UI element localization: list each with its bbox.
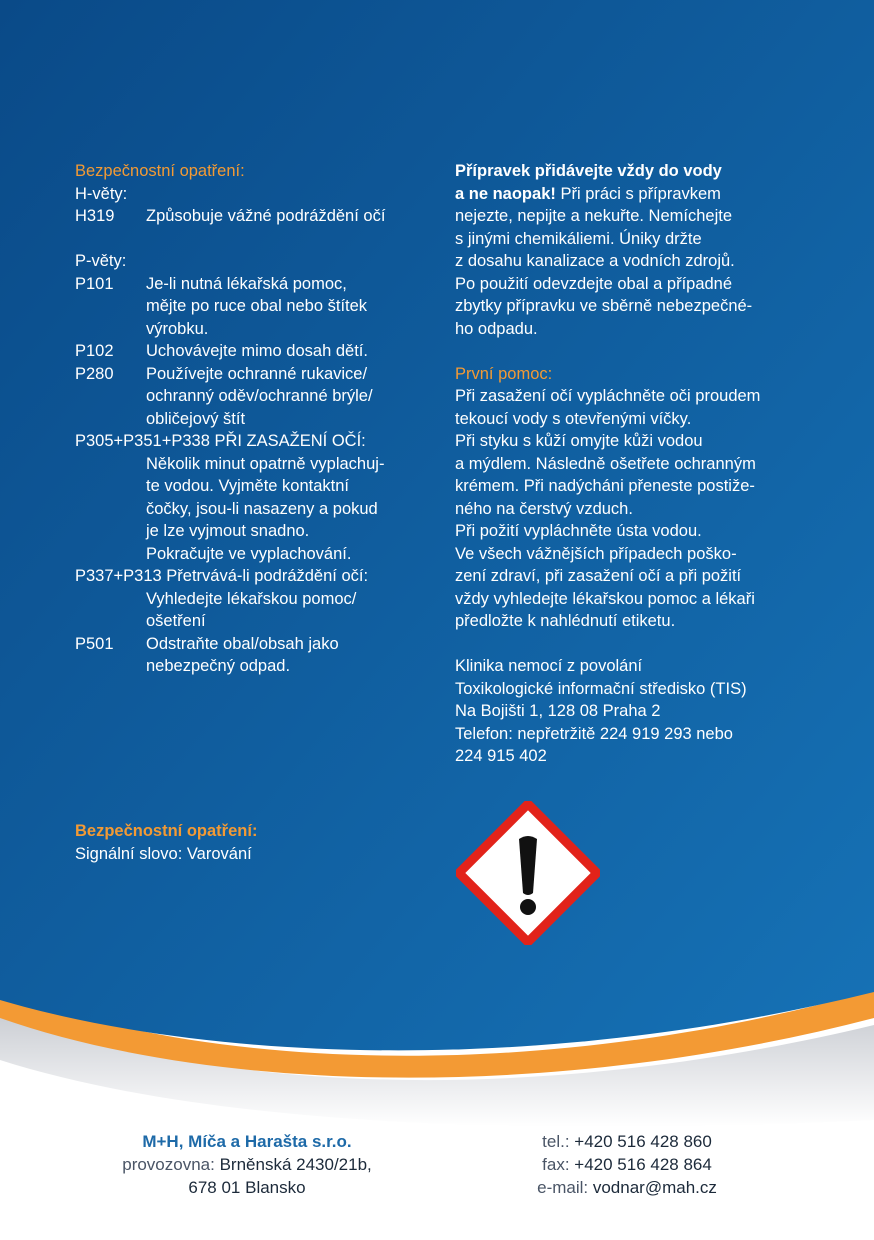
statement-line: Vyhledejte lékařskou pomoc/ bbox=[146, 589, 357, 608]
p-statements-label: P-věty: bbox=[75, 252, 127, 270]
fax-label: fax: bbox=[542, 1155, 570, 1174]
contact-tel bbox=[480, 1130, 774, 1153]
statement-line: Několik minut opatrně vyplachuj- bbox=[146, 454, 385, 473]
statement-code: P280 bbox=[75, 364, 114, 383]
first-aid-line: a mýdlem. Následně ošetřete ochranným bbox=[455, 454, 756, 473]
company-name: M+H, Míča a Harašta s.r.o. bbox=[142, 1132, 352, 1151]
statement-line: čočky, jsou-li nasazeny a pokud bbox=[146, 499, 378, 518]
p337-heading: P337+P313 Přetrvává-li podráždění očí: bbox=[75, 567, 369, 585]
email-label: e-mail: bbox=[537, 1178, 589, 1197]
company-address bbox=[100, 1153, 394, 1176]
company-info bbox=[100, 1130, 394, 1199]
first-aid-line: tekoucí vody s otevřenými víčky. bbox=[455, 409, 692, 428]
intro-text-line: Po použití odevzdejte obal a případné bbox=[455, 274, 733, 293]
first-aid-line: Při styku s kůží omyjte kůži vodou bbox=[455, 432, 703, 450]
intro-text-line: s jinými chemikáliemi. Úniky držte bbox=[455, 229, 702, 248]
clinic-line: Toxikologické informační středisko (TIS) bbox=[455, 679, 747, 698]
first-aid-line: Při zasažení očí vypláchněte oči proudem bbox=[455, 387, 761, 405]
p-statement-row bbox=[75, 363, 435, 431]
contact-email bbox=[480, 1176, 774, 1199]
statement-line: Používejte ochranné rukavice/ bbox=[146, 364, 368, 383]
email-value: vodnar@mah.cz bbox=[588, 1178, 717, 1197]
contact-fax bbox=[480, 1153, 774, 1176]
statement-code: H319 bbox=[75, 207, 115, 225]
statement-line: Je-li nutná lékařská pomoc, bbox=[146, 274, 347, 293]
address-label: provozovna: bbox=[122, 1155, 215, 1174]
ghs-exclamation-mark-icon bbox=[456, 801, 600, 945]
p305-heading: P305+P351+P338 PŘI ZASAŽENÍ OČÍ: bbox=[75, 432, 366, 450]
hazard-statements-column bbox=[75, 160, 435, 678]
first-aid-heading: První pomoc: bbox=[455, 364, 553, 383]
p337-text bbox=[75, 588, 435, 633]
first-aid-line: Při požití vypláchněte ústa vodou. bbox=[455, 522, 702, 540]
signal-heading: Bezpečnostní opatření: bbox=[75, 822, 258, 840]
first-aid-line: ného na čerstvý vzduch. bbox=[455, 499, 633, 518]
p305-text bbox=[75, 453, 435, 566]
intro-text-line: nejezte, nepijte a nekuřte. Nemíchejte bbox=[455, 207, 732, 225]
p-statement-row bbox=[75, 633, 435, 678]
address-value: Brněnská 2430/21b, bbox=[214, 1155, 372, 1174]
statement-line: výrobku. bbox=[146, 319, 209, 338]
statement-code: P101 bbox=[75, 274, 114, 293]
signal-word: Signální slovo: Varování bbox=[75, 844, 252, 863]
intro-text-line: ho odpadu. bbox=[455, 319, 538, 338]
first-aid-line: vždy vyhledejte lékařskou pomoc a lékaři bbox=[455, 589, 755, 608]
first-aid-line: předložte k nahlédnutí etiketu. bbox=[455, 612, 676, 630]
first-aid-line: zení zdraví, při zasažení očí a při požití bbox=[455, 567, 742, 585]
clinic-line: Klinika nemocí z povolání bbox=[455, 657, 643, 675]
statement-line: je lze vyjmout snadno. bbox=[146, 522, 310, 540]
statement-code: P501 bbox=[75, 634, 114, 653]
tel-value: +420 516 428 860 bbox=[569, 1132, 712, 1151]
intro-text-line: zbytky přípravku ve sběrně nebezpečné- bbox=[455, 297, 753, 315]
statement-line: Uchovávejte mimo dosah dětí. bbox=[146, 342, 368, 360]
first-aid-line: Ve všech vážnějších případech poško- bbox=[455, 544, 737, 563]
intro-line bbox=[455, 183, 815, 206]
company-city: 678 01 Blansko bbox=[188, 1178, 306, 1197]
first-aid-line: krémem. Při nadýcháni přeneste postiže- bbox=[455, 477, 755, 495]
clinic-phone-line: Telefon: nepřetržitě 224 919 293 nebo bbox=[455, 724, 733, 743]
precautions-heading: Bezpečnostní opatření: bbox=[75, 162, 245, 180]
intro-bold-warning: a ne naopak! bbox=[455, 184, 556, 203]
statement-line: mějte po ruce obal nebo štítek bbox=[146, 297, 368, 315]
h-statement-row bbox=[75, 205, 435, 228]
statement-line: ošetření bbox=[146, 612, 206, 630]
contact-info bbox=[480, 1130, 774, 1199]
statement-line: Odstraňte obal/obsah jako bbox=[146, 634, 339, 653]
signal-word-block bbox=[75, 820, 435, 865]
p-statement-row bbox=[75, 273, 435, 341]
intro-text-line: z dosahu kanalizace a vodních zdrojů. bbox=[455, 252, 735, 270]
statement-line: nebezpečný odpad. bbox=[146, 657, 291, 675]
intro-bold-line: Přípravek přidávejte vždy do vody bbox=[455, 162, 722, 180]
tel-label: tel.: bbox=[542, 1132, 570, 1151]
statement-line: ochranný oděv/ochranné brýle/ bbox=[146, 387, 373, 405]
clinic-phone-line: 224 915 402 bbox=[455, 747, 547, 765]
clinic-line: Na Bojišti 1, 128 08 Praha 2 bbox=[455, 702, 661, 720]
statement-code: P102 bbox=[75, 342, 114, 360]
instructions-column bbox=[455, 160, 815, 768]
statement-line: Pokračujte ve vyplachování. bbox=[146, 544, 352, 563]
statement-line: obličejový štít bbox=[146, 409, 246, 428]
fax-value: +420 516 428 864 bbox=[569, 1155, 712, 1174]
statement-line: te vodou. Vyjměte kontaktní bbox=[146, 477, 350, 495]
h-statements-label: H-věty: bbox=[75, 184, 128, 203]
intro-text: Při práci s přípravkem bbox=[555, 184, 721, 203]
p-statement-row bbox=[75, 340, 435, 363]
statement-text: Způsobuje vážné podráždění očí bbox=[146, 207, 386, 225]
